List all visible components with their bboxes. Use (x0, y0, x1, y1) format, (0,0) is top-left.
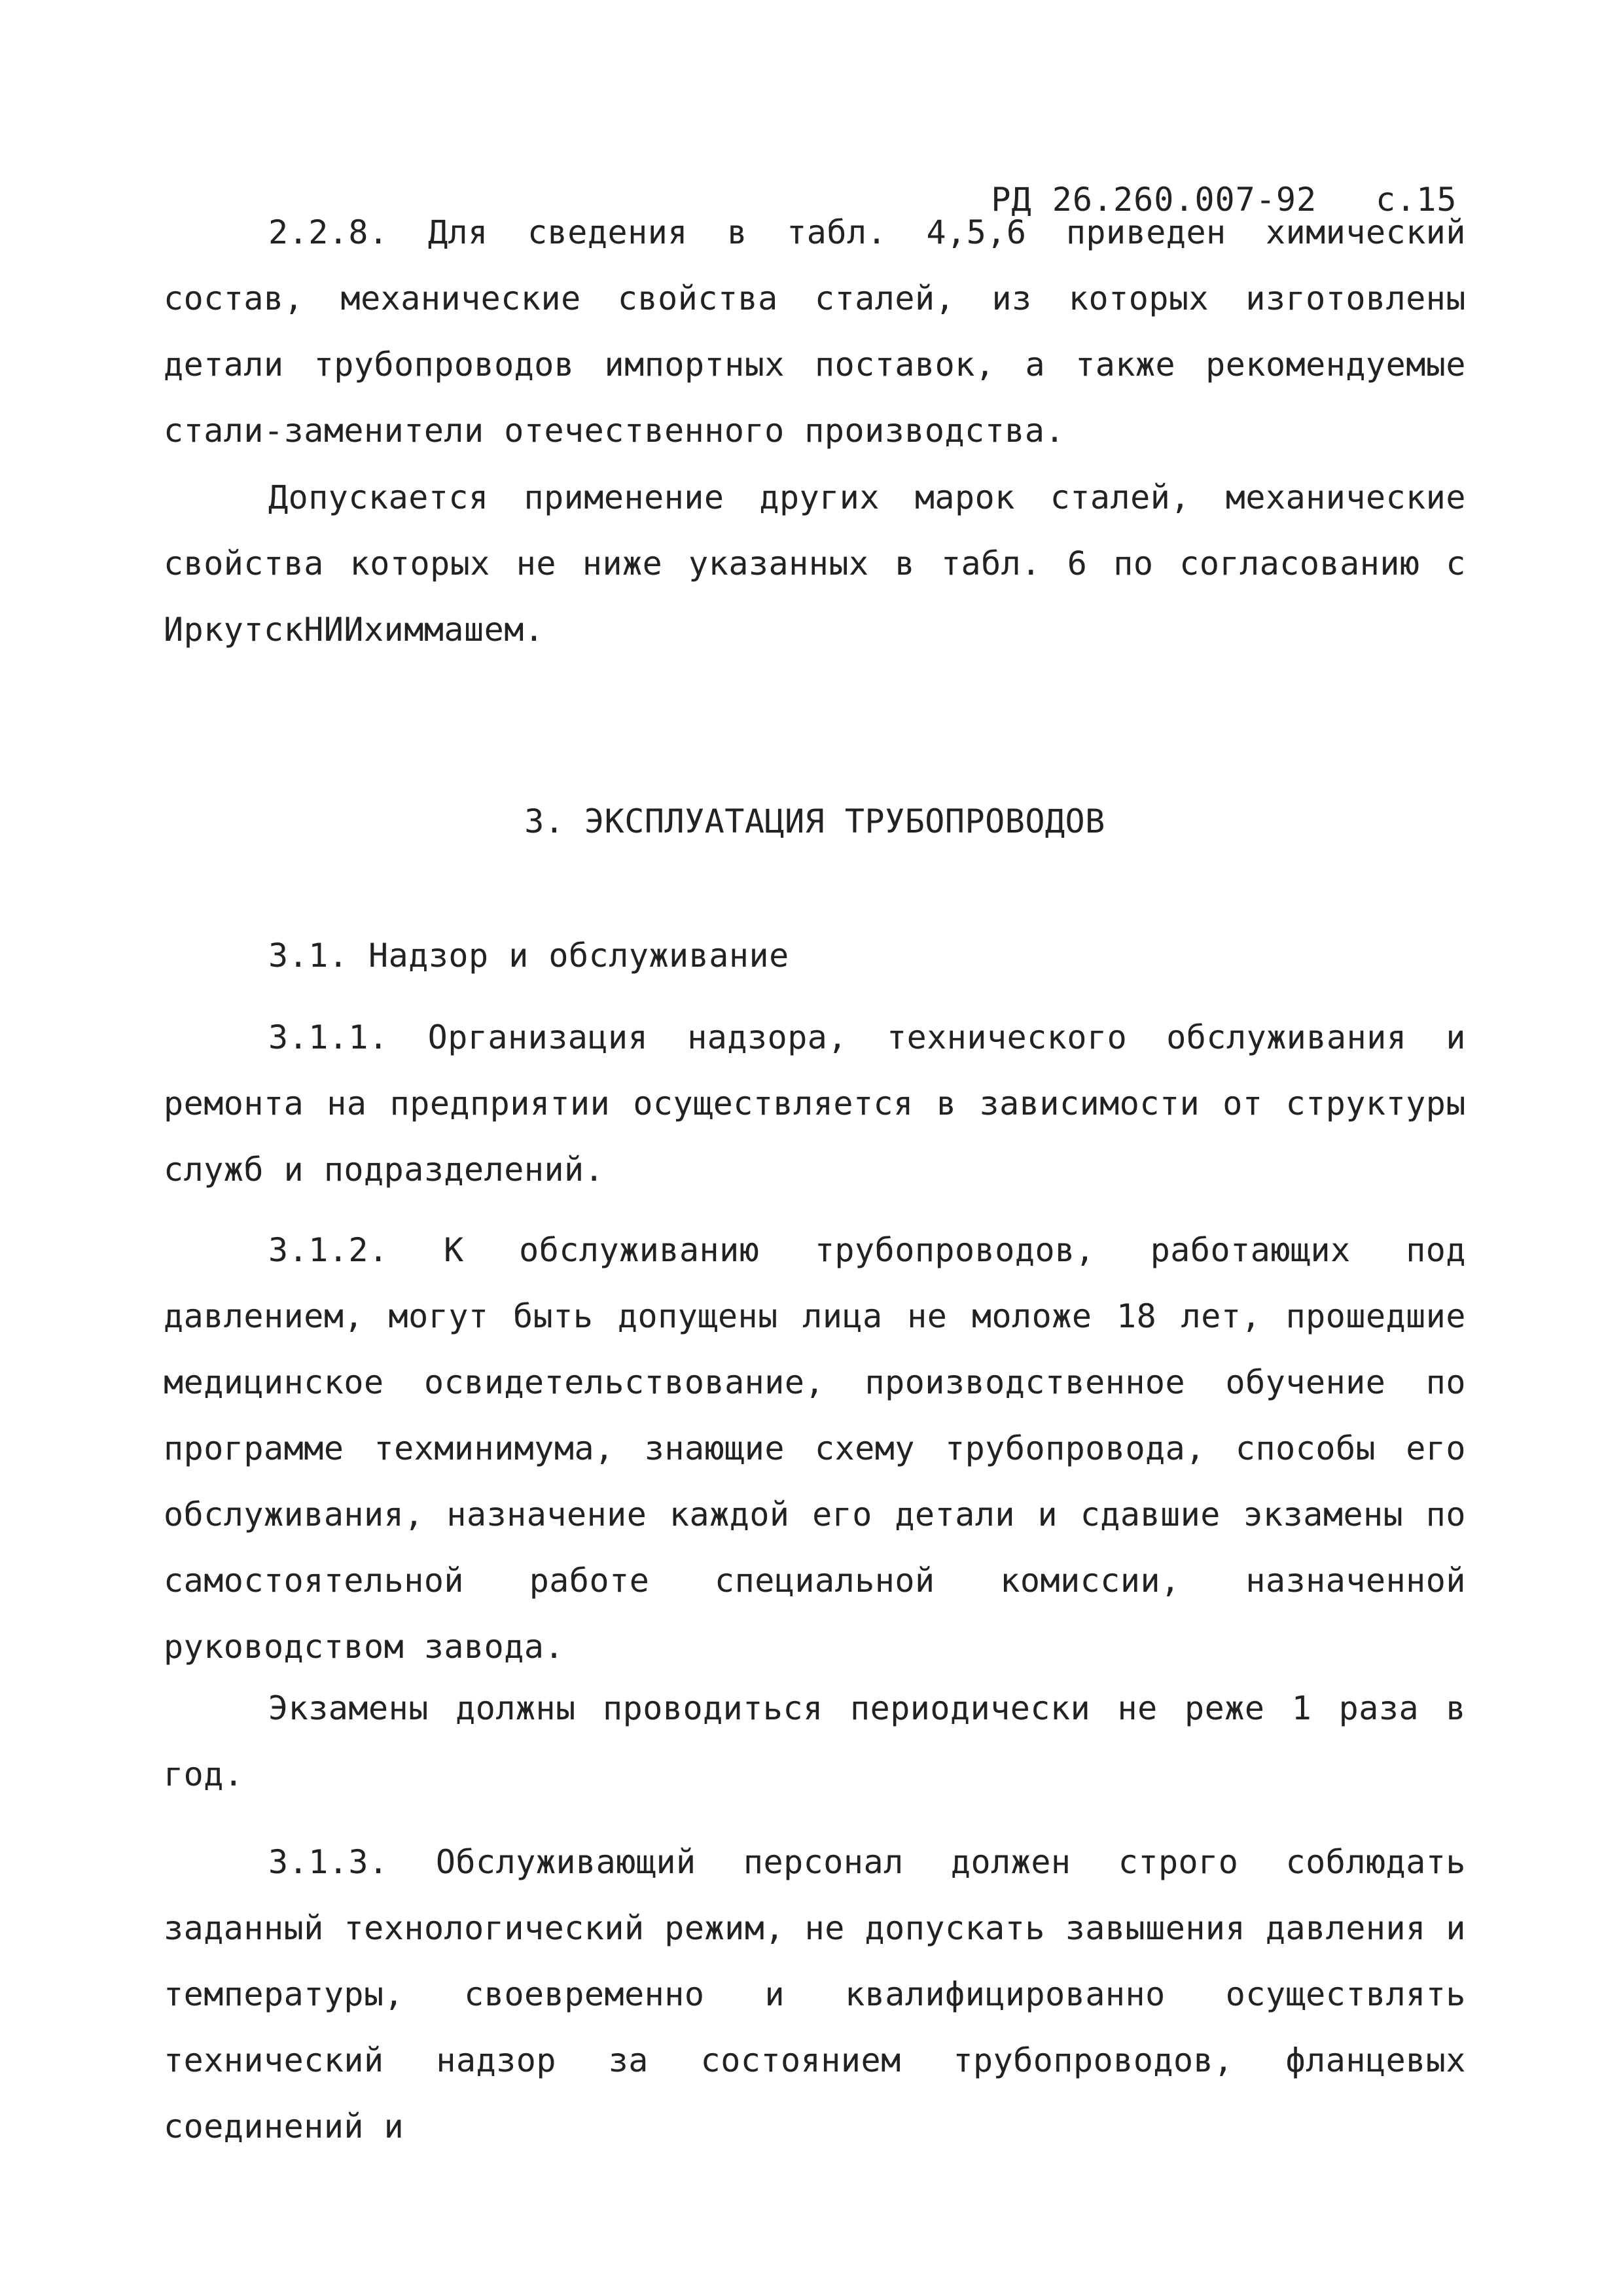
paragraph-block-allowed (164, 465, 1466, 663)
section-3-title: 3. ЭКСПЛУАТАЦИЯ ТРУБОПРОВОДОВ (524, 802, 1105, 840)
paragraph-block-3-1-3 (164, 1829, 1466, 2160)
paragraph-exams: Экзамены должны проводиться периодически не реже 1 раза в год. (164, 1689, 1466, 1793)
paragraph-3-1-2: 3.1.2. К обслуживанию трубопроводов, работающих под давлением, могут быть допущены лица не моложе 18 лет, прошедшие медицинское освидетельствование, производственное обучение по программе техминимума, знающие схему трубопровода, способы его обслуживания, назначение каждой его детали и сдавшие экзамены по самостоятельной работе специальной комиссии, назначенной руководством завода. (164, 1231, 1466, 1666)
section-heading-block (164, 789, 1466, 855)
paragraph-block-exams (164, 1676, 1466, 1808)
paragraph-block-3-1-1 (164, 1005, 1466, 1203)
subsection-heading-block (164, 923, 1466, 989)
document-code: РД 26.260.007-92 (991, 181, 1317, 219)
paragraph-3-1-3: 3.1.3. Обслуживающий персонал должен строго соблюдать заданный технологический режим, не допускать завышения давления и температуры, своевременно и квалифицированно осуществлять технический надзор за состоянием трубопроводов, фланцевых соединений и (164, 1843, 1466, 2145)
paragraph-3-1-1: 3.1.1. Организация надзора, технического обслуживания и ремонта на предприятии осуществляется в зависимости от структуры служб и подразделений. (164, 1018, 1466, 1189)
subsection-3-1-title: 3.1. Надзор и обслуживание (268, 937, 789, 975)
paragraph-2-2-8: 2.2.8. Для сведения в табл. 4,5,6 приведен химический состав, механические свойства сталей, из которых изготовлены детали трубопроводов импортных поставок, а также рекомендуемые стали-заменители отечественного производства. (164, 213, 1466, 450)
paragraph-block-3-1-2 (164, 1217, 1466, 1680)
paragraph-allowed-steels: Допускается применение других марок сталей, механические свойства которых не ниже указанных в табл. 6 по согласованию с ИркутскНИИхиммашем. (164, 478, 1466, 649)
paragraph-block-2-2-8 (164, 200, 1466, 464)
page-number: с.15 (1376, 181, 1457, 219)
